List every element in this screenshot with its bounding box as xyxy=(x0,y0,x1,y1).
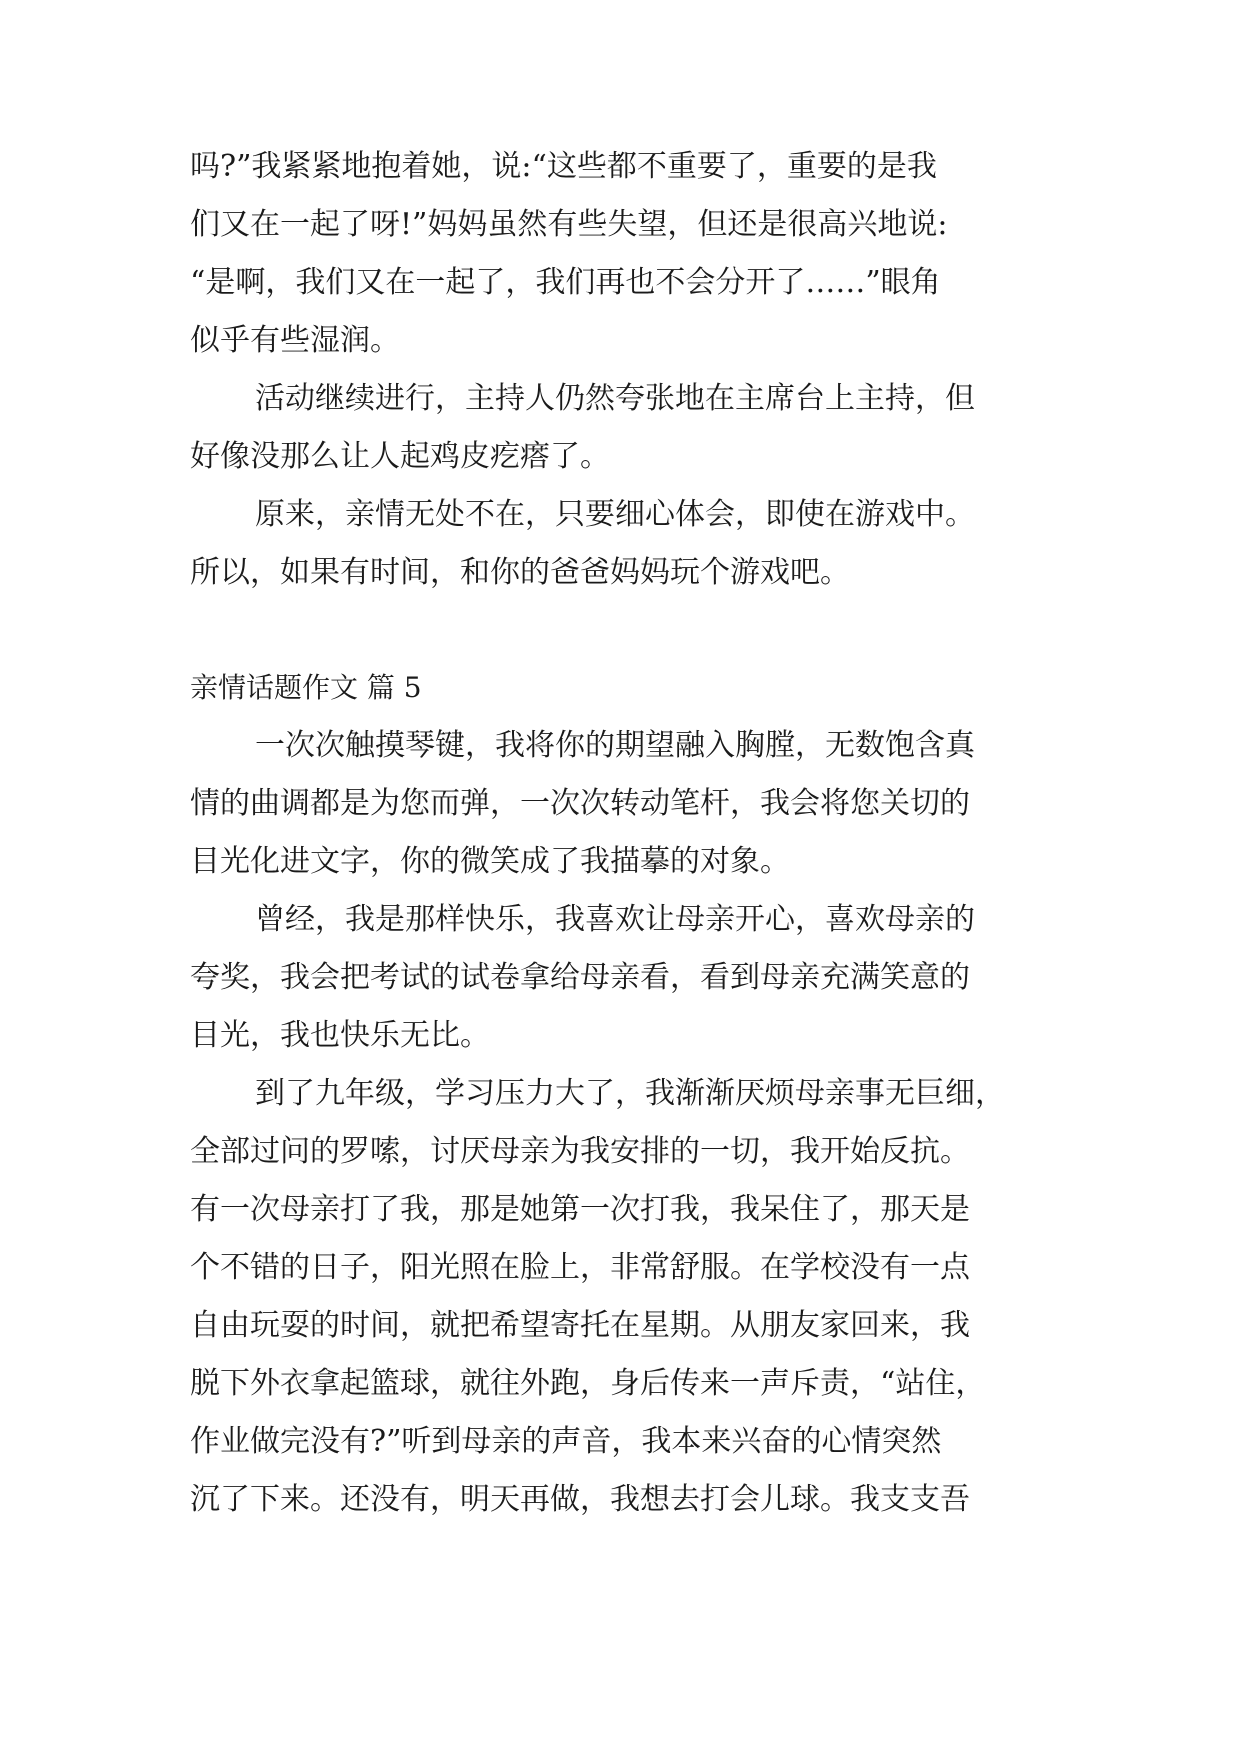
paragraph-line: 目光，我也快乐无比。 xyxy=(190,1018,490,1053)
paragraph-line: 一次次触摸琴键，我将你的期望融入胸膛，无数饱含真 xyxy=(255,728,975,763)
paragraph-line: 作业做完没有?”听到母亲的声音，我本来兴奋的心情突然 xyxy=(190,1424,942,1459)
paragraph-line: 吗?”我紧紧地抱着她，说:“这些都不重要了，重要的是我 xyxy=(190,149,937,184)
paragraph-line: 好像没那么让人起鸡皮疙瘩了。 xyxy=(190,439,610,474)
paragraph-line: 活动继续进行，主持人仍然夸张地在主席台上主持，但 xyxy=(255,381,975,416)
paragraph-line: 沉了下来。还没有，明天再做，我想去打会儿球。我支支吾 xyxy=(190,1482,970,1517)
paragraph-line: “是啊，我们又在一起了，我们再也不会分开了……”眼角 xyxy=(190,265,941,300)
paragraph-line: 脱下外衣拿起篮球，就往外跑，身后传来一声斥责，“站住， xyxy=(190,1366,986,1401)
paragraph-line: 曾经，我是那样快乐，我喜欢让母亲开心，喜欢母亲的 xyxy=(255,902,975,937)
paragraph-line: 所以，如果有时间，和你的爸爸妈妈玩个游戏吧。 xyxy=(190,555,850,590)
section-title: 亲情话题作文 篇 5 xyxy=(190,671,422,704)
paragraph-line: 们又在一起了呀!”妈妈虽然有些失望，但还是很高兴地说: xyxy=(190,207,948,242)
paragraph-line: 有一次母亲打了我，那是她第一次打我，我呆住了，那天是 xyxy=(190,1192,970,1227)
paragraph-line: 个不错的日子，阳光照在脸上，非常舒服。在学校没有一点 xyxy=(190,1250,970,1285)
paragraph-line: 似乎有些湿润。 xyxy=(190,323,400,358)
paragraph-line: 到了九年级，学习压力大了，我渐渐厌烦母亲事无巨细， xyxy=(255,1076,1005,1111)
paragraph-line: 目光化进文字，你的微笑成了我描摹的对象。 xyxy=(190,844,790,879)
paragraph-line: 自由玩耍的时间，就把希望寄托在星期。从朋友家回来，我 xyxy=(190,1308,970,1343)
paragraph-line: 情的曲调都是为您而弹，一次次转动笔杆，我会将您关切的 xyxy=(190,786,970,821)
paragraph-line: 原来，亲情无处不在，只要细心体会，即使在游戏中。 xyxy=(255,497,975,532)
paragraph-line: 全部过问的罗嗦，讨厌母亲为我安排的一切，我开始反抗。 xyxy=(190,1134,970,1169)
paragraph-line: 夸奖，我会把考试的试卷拿给母亲看，看到母亲充满笑意的 xyxy=(190,960,970,995)
